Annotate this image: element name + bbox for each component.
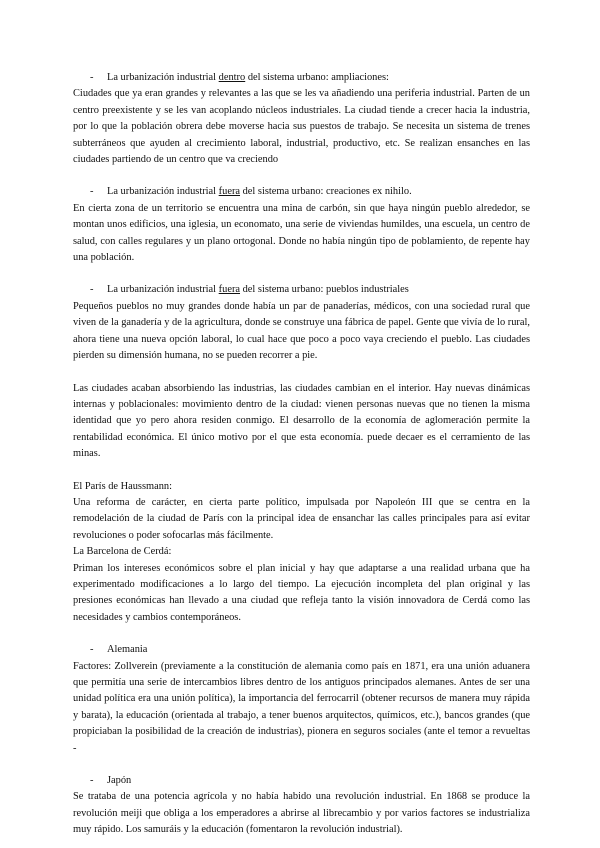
paragraph-japon: Se trataba de una potencia agrícola y no había habido una revolución industrial. En 1868 se produce la revolución meiji que obliga a los emperadores a abrirse al librecambio y por varios factores se industrializa muy rápido. Los samuráis y la educación (fomentaron la revolución industrial).	[73, 791, 530, 836]
bullet-dash: -	[90, 644, 94, 656]
underlined-word: dentro	[218, 72, 246, 83]
paragraph-paris: Una reforma de carácter, en cierta parte político, impulsada por Napoleón III que se centra en la remodelación de la ciudad de París con la principal idea de ensanchar las calles principales para así evitar revoluciones o poder sofocarlas más fácilmente.	[73, 496, 530, 541]
heading-pueblos-industriales: - La urbanización industrial fuera del sistema urbano: pueblos industriales	[73, 282, 530, 298]
bullet-dash: -	[90, 72, 94, 83]
heading-barcelona: La Barcelona de Cerdá:	[73, 546, 172, 558]
document-content	[73, 70, 530, 839]
paragraph-barcelona: Priman los intereses económicos sobre el plan inicial y hay que adaptarse a una realidad urbana que ha experimentado modificaciones a lo largo del tiempo. La ejecución incompleta del plan original y las presiones económicas han llevado a una ciudad que refleja tanto la visión innovadora de Cerdá como las necesidades y cambios contemporáneos.	[73, 562, 530, 623]
heading-ampliaciones: - La urbanización industrial dentro del sistema urbano: ampliaciones:	[73, 70, 530, 86]
heading-alemania: - Alemania	[73, 642, 530, 658]
bullet-dash: -	[90, 775, 94, 787]
paragraph-ex-nihilo: En cierta zona de un territorio se encuentra una mina de carbón, sin que haya ningún pueblo alrededor, se montan unos edificios, una iglesia, un economato, una serie de viviendas humildes, una escuela, un centro de salud, con calles regulares y un plano ortogonal. Donde no había ningún tipo de poblamiento, de repente hay una población.	[73, 202, 530, 264]
bullet-dash: -	[90, 284, 94, 296]
paragraph-pueblos-industriales: Pequeños pueblos no muy grandes donde había un par de panaderías, médicos, con una sociedad rural que viven de la ganadería y de la agricultura, donde se construye una fábrica de papel. Gente que vivía de lo rural, ahora tiene una nueva opción laboral, lo cual hace que poco a poco vaya creciendo el pueblo. Las ciudades pierden su dimensión humana, no se pueden recorrer a pie.	[73, 300, 530, 362]
heading-ex-nihilo: - La urbanización industrial fuera del sistema urbano: creaciones ex nihilo.	[73, 184, 530, 200]
heading-paris: El París de Haussmann:	[73, 480, 172, 492]
paragraph-alemania: Factores: Zollverein (previamente a la constitución de alemania como país en 1871, era una unión aduanera que permitía una serie de intercambios libres dentro de los antiguos principados alemanes. Antes de ser una unidad política era una unión política), la importancia del ferrocarril (obtener recursos de manera muy rápida y barata), la educación (orientada al trabajo, a tener buenos arquitectos, químicos, etc.), bancos grandes (que propiciaban la posibilidad de la creación de industrias), pionera en seguros sociales (ante el temor a revueltas -	[73, 660, 530, 754]
paragraph-ampliaciones: Ciudades que ya eran grandes y relevantes a las que se les va añadiendo una periferia industrial. Parten de un centro preexistente y se les van acoplando núcleos industriales. La ciudad tiende a crecer hacia la industria, por lo que la población obrera debe moverse hacia sus puestos de trabajo. Se necesita un sistema de trenes subterráneos que ayuden al crecimiento laboral, industrial, productivo, etc. Se realizan ensanches en las ciudades partiendo de un centro que va creciendo	[73, 88, 530, 166]
underlined-word: fuera	[218, 186, 241, 198]
heading-japon: - Japón	[73, 773, 530, 789]
bullet-dash: -	[90, 186, 94, 198]
paragraph-absorcion-industrias: Las ciudades acaban absorbiendo las industrias, las ciudades cambian en el interior. Hay nuevas dinámicas internas y poblacionales: movimiento dentro de la ciudad: vienen personas nuevas que no tienen la misma identidad que yo pero ahora residen conmigo. El desarrollo de la economía de aglomeración permite la rentabilidad económica. El único motivo por el que esta economía. puede decaer es el cerramiento de las minas.	[73, 382, 530, 460]
underlined-word: fuera	[218, 284, 241, 296]
